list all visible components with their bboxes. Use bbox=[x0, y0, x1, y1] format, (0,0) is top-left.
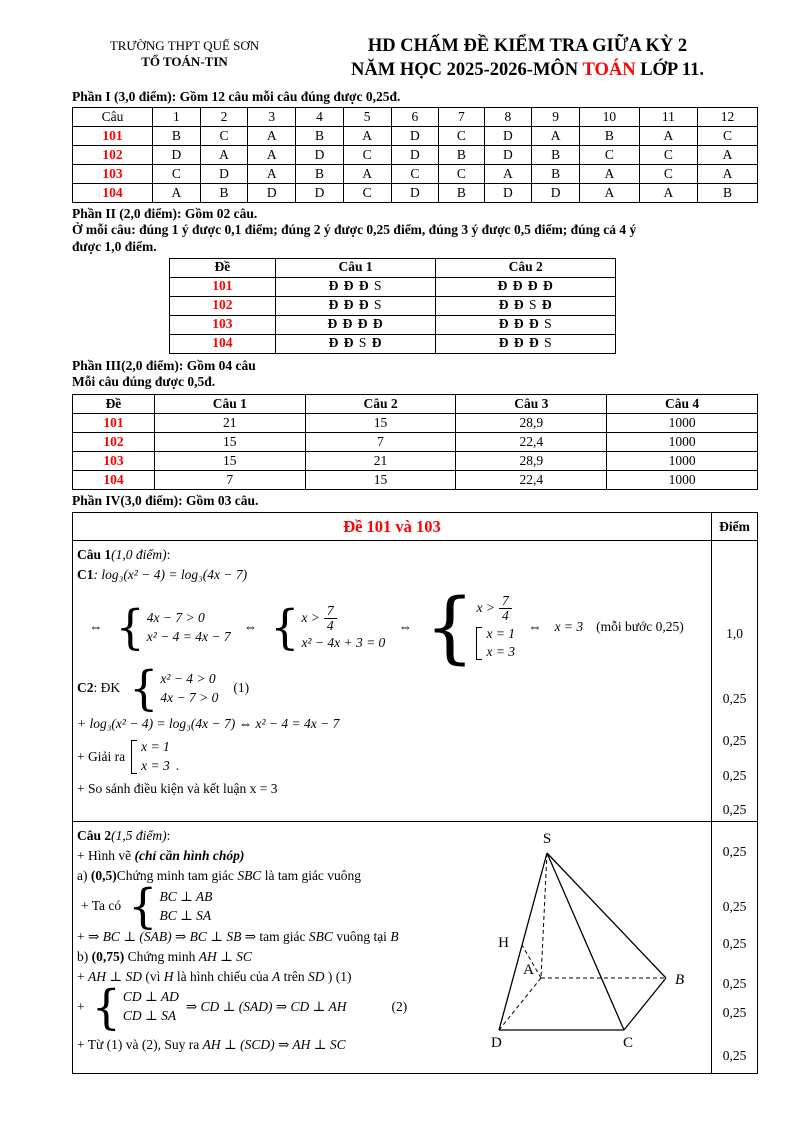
title-line2-post: LỚP 11. bbox=[635, 60, 704, 81]
cell: D bbox=[200, 165, 248, 184]
c2-label: C2 bbox=[77, 680, 94, 696]
cell: 7 bbox=[154, 471, 305, 490]
seg: trên bbox=[280, 968, 309, 984]
table-row bbox=[73, 822, 758, 1074]
cell: D bbox=[391, 184, 439, 203]
col-header: Câu 4 bbox=[607, 395, 758, 414]
cell: A bbox=[579, 165, 639, 184]
seg-math: SBC bbox=[308, 929, 333, 945]
part1-answer-table bbox=[72, 107, 758, 203]
cell: 21 bbox=[305, 452, 456, 471]
exam-code: 104 bbox=[170, 334, 276, 353]
case-line: x² − 4x + 3 = 0 bbox=[301, 634, 386, 650]
cell: D bbox=[484, 184, 532, 203]
brace-icon: { bbox=[129, 660, 159, 716]
iff-symbol: ⇔ bbox=[398, 619, 412, 635]
document-title bbox=[297, 34, 758, 82]
pyramid-dashed-edges bbox=[499, 853, 666, 1030]
cell: B bbox=[579, 127, 639, 146]
solution-table-title: Đề 101 và 103 bbox=[73, 513, 712, 541]
table-row bbox=[73, 395, 758, 414]
case-line: x > bbox=[476, 600, 495, 616]
equivalence-chain bbox=[89, 582, 707, 673]
c1-label: C1 bbox=[77, 567, 94, 583]
col-header: 2 bbox=[200, 108, 248, 127]
fraction-numerator: 7 bbox=[324, 604, 337, 619]
equation-tag: (1) bbox=[233, 680, 250, 696]
case-line: x = 3 bbox=[486, 644, 516, 660]
exam-code: 101 bbox=[170, 277, 276, 296]
table-row bbox=[73, 414, 758, 433]
part2-answer-table bbox=[169, 258, 616, 354]
col-header: Câu 1 bbox=[154, 395, 305, 414]
exam-code: 103 bbox=[73, 165, 153, 184]
department-name: TỔ TOÁN-TIN bbox=[141, 54, 228, 70]
cau1-points-cell bbox=[712, 541, 758, 822]
cell: 22,4 bbox=[456, 433, 607, 452]
seg-math: A bbox=[272, 968, 281, 984]
perp-cases bbox=[128, 878, 213, 934]
cell: B bbox=[439, 146, 484, 165]
vertex-label-h: H bbox=[498, 935, 509, 952]
col-header: Câu 1 bbox=[275, 258, 436, 277]
cau1-title bbox=[77, 547, 707, 564]
cell: B bbox=[532, 165, 580, 184]
table-row bbox=[73, 433, 758, 452]
col-header: 10 bbox=[579, 108, 639, 127]
cell: A bbox=[484, 165, 532, 184]
iff-symbol: ⇔ bbox=[528, 619, 542, 635]
fraction-denominator: 4 bbox=[326, 617, 334, 633]
cell: A bbox=[200, 146, 248, 165]
condition-cases bbox=[129, 660, 219, 716]
table-row bbox=[73, 108, 758, 127]
score-value: 0,25 bbox=[722, 691, 747, 707]
conclusion-line: + So sánh điều kiện và kết luận x = 3 bbox=[77, 780, 278, 796]
score-value: 0,25 bbox=[722, 1048, 747, 1064]
cell: A bbox=[248, 127, 296, 146]
case-block-2 bbox=[270, 599, 386, 655]
col-header: 3 bbox=[248, 108, 296, 127]
cell: A bbox=[639, 127, 697, 146]
cell: 15 bbox=[154, 433, 305, 452]
cell: B bbox=[698, 184, 758, 203]
cell: A bbox=[579, 184, 639, 203]
case-line: x² − 4 = 4x − 7 bbox=[146, 628, 231, 644]
cau2-title-points: (1,5 điểm) bbox=[111, 828, 167, 844]
cell: 1000 bbox=[607, 414, 758, 433]
table-row bbox=[73, 452, 758, 471]
seg: (vì bbox=[141, 968, 164, 984]
score-value: 0,25 bbox=[722, 844, 747, 860]
score-value: 0,25 bbox=[722, 802, 747, 818]
col-header: Câu 2 bbox=[436, 258, 616, 277]
cell: B bbox=[439, 184, 484, 203]
cell: B bbox=[200, 184, 248, 203]
col-header: 4 bbox=[296, 108, 344, 127]
part2-note-line2: được 1,0 điểm. bbox=[72, 238, 157, 254]
cell: Đ Đ Đ Đ bbox=[436, 277, 616, 296]
col-header: 7 bbox=[439, 108, 484, 127]
cell: C bbox=[343, 146, 391, 165]
cell: 7 bbox=[305, 433, 456, 452]
fraction-denominator: 4 bbox=[501, 608, 509, 624]
seg: ⇒ tam giác bbox=[241, 929, 309, 945]
cell: A bbox=[248, 146, 296, 165]
part3-answer-table bbox=[72, 394, 758, 490]
table-row bbox=[73, 471, 758, 490]
cell: 22,4 bbox=[456, 471, 607, 490]
case-line: x = 3 bbox=[141, 758, 170, 774]
part3-note: Mỗi câu đúng được 0,5đ. bbox=[72, 374, 216, 390]
exam-code: 103 bbox=[73, 452, 155, 471]
seg: là hình chiếu của bbox=[173, 968, 273, 984]
brace-icon: { bbox=[128, 878, 158, 934]
seg-math: B bbox=[390, 929, 399, 945]
score-value: 0,25 bbox=[722, 733, 747, 749]
cell: Đ Đ Đ S bbox=[436, 315, 616, 334]
document-header bbox=[72, 34, 758, 82]
result-value: x = 3 bbox=[554, 619, 584, 635]
col-header: Câu 3 bbox=[456, 395, 607, 414]
table-row bbox=[73, 165, 758, 184]
cell: D bbox=[153, 146, 201, 165]
cell: D bbox=[484, 127, 532, 146]
cell: Đ Đ Đ S bbox=[436, 334, 616, 353]
cau2-title-colon: : bbox=[166, 828, 171, 844]
case-line: 4x − 7 > 0 bbox=[146, 609, 205, 625]
solution-bracket bbox=[131, 739, 170, 775]
vertex-label-b: B bbox=[675, 972, 685, 989]
cell: D bbox=[248, 184, 296, 203]
case-line: x > bbox=[301, 609, 320, 625]
case-line: 4x − 7 > 0 bbox=[160, 689, 219, 705]
subject-name: TOÁN bbox=[582, 60, 636, 81]
seg-math: SD bbox=[308, 968, 325, 984]
vertex-label-d: D bbox=[491, 1035, 502, 1052]
fraction bbox=[499, 594, 512, 623]
cell: C bbox=[639, 146, 697, 165]
cell: Đ Đ Đ S bbox=[275, 277, 436, 296]
score-value: 0,25 bbox=[722, 976, 747, 992]
part1-heading: Phần I (3,0 điểm): Gồm 12 câu mỗi câu đúng được 0,25đ. bbox=[72, 89, 401, 105]
seg: + bbox=[77, 968, 88, 984]
seg: + ⇒ bbox=[77, 929, 103, 945]
table-row bbox=[73, 127, 758, 146]
cau1-title-points: (1,0 điểm) bbox=[111, 547, 167, 563]
seg: + Từ (1) và (2), Suy ra bbox=[77, 1036, 203, 1052]
case-line: x = 1 bbox=[141, 739, 170, 755]
title-line2-pre: NĂM HỌC 2025-2026-MÔN bbox=[351, 60, 583, 81]
brace-icon: { bbox=[270, 599, 300, 655]
table-row bbox=[73, 513, 758, 541]
period: . bbox=[175, 758, 180, 774]
seg-math: AH ⊥ (SCD) ⇒ AH ⊥ SC bbox=[202, 1036, 346, 1052]
score-value: 0,25 bbox=[722, 1005, 747, 1021]
part-a-text: Chứng minh tam giác bbox=[116, 868, 238, 884]
case-line: CD ⊥ AD bbox=[122, 989, 179, 1005]
cell: Đ Đ S Đ bbox=[275, 334, 436, 353]
school-name: TRƯỜNG THPT QUẾ SƠN bbox=[109, 38, 260, 53]
col-header: 9 bbox=[532, 108, 580, 127]
solution-bracket bbox=[476, 626, 515, 662]
table-row bbox=[170, 277, 616, 296]
cell: B bbox=[296, 127, 344, 146]
part-b-points: (0,75) bbox=[91, 949, 125, 964]
cell: C bbox=[639, 165, 697, 184]
doc-title-line2 bbox=[297, 58, 758, 82]
col-header: Đề bbox=[73, 395, 155, 414]
fraction-numerator: 7 bbox=[499, 594, 512, 609]
cell: 1000 bbox=[607, 433, 758, 452]
cell: A bbox=[698, 165, 758, 184]
vertex-label-c: C bbox=[623, 1035, 634, 1052]
score-value: 1,0 bbox=[726, 626, 743, 642]
part4-solution-table bbox=[72, 512, 758, 1074]
cell: B bbox=[296, 165, 344, 184]
cau1-title-label: Câu 1 bbox=[77, 547, 112, 563]
exam-code: 101 bbox=[73, 127, 153, 146]
cell: A bbox=[248, 165, 296, 184]
seg: ) (1) bbox=[324, 968, 352, 984]
col-header: 12 bbox=[698, 108, 758, 127]
triangle-name: SBC bbox=[237, 868, 262, 884]
cell: A bbox=[532, 127, 580, 146]
col-header: 1 bbox=[153, 108, 201, 127]
case-block-3 bbox=[424, 582, 516, 673]
cell: C bbox=[439, 127, 484, 146]
table-row bbox=[170, 296, 616, 315]
table-row bbox=[73, 184, 758, 203]
seg-math: AH ⊥ SD bbox=[88, 968, 142, 984]
cell: 28,9 bbox=[456, 414, 607, 433]
vertex-label-a: A bbox=[523, 962, 534, 979]
part2-heading: Phần II (2,0 điểm): Gồm 02 câu. bbox=[72, 206, 258, 222]
part-a-text2: là tam giác vuông bbox=[261, 868, 362, 884]
case-line: BC ⊥ SA bbox=[159, 907, 212, 923]
exam-code: 102 bbox=[73, 146, 153, 165]
table-row bbox=[170, 334, 616, 353]
cell: D bbox=[391, 127, 439, 146]
brace-icon: { bbox=[424, 582, 475, 673]
col-header: 11 bbox=[639, 108, 697, 127]
part2-note-line1: Ở mỗi câu: đúng 1 ý được 0,1 điểm; đúng 2 ý được 0,25 điểm, đúng 3 ý được 0,5 điểm; đúng cả 4 ý bbox=[72, 222, 637, 238]
cell: C bbox=[439, 165, 484, 184]
cell: C bbox=[391, 165, 439, 184]
seg: + bbox=[77, 998, 85, 1014]
part-b-math: AH ⊥ SC bbox=[198, 949, 252, 964]
cell: 21 bbox=[154, 414, 305, 433]
doc-title-line1: HD CHẤM ĐỀ KIỂM TRA GIỮA KỲ 2 bbox=[367, 36, 688, 56]
case-line: CD ⊥ SA bbox=[122, 1008, 177, 1024]
col-header: Đề bbox=[170, 258, 276, 277]
exam-code: 102 bbox=[73, 433, 155, 452]
c1-equation-line bbox=[77, 567, 707, 584]
cell: D bbox=[391, 146, 439, 165]
cell: C bbox=[200, 127, 248, 146]
cell: Đ Đ S Đ bbox=[436, 296, 616, 315]
case-line: BC ⊥ AB bbox=[159, 888, 213, 904]
case-line: x = 1 bbox=[486, 625, 516, 641]
taco-label: + Ta có bbox=[81, 898, 122, 914]
cell: C bbox=[698, 127, 758, 146]
vertex-label-s: S bbox=[542, 831, 552, 848]
exam-code: 103 bbox=[170, 315, 276, 334]
iff-symbol: ⇔ bbox=[89, 619, 103, 635]
cell: D bbox=[532, 184, 580, 203]
part-b-label: b) bbox=[77, 949, 92, 964]
cell: A bbox=[343, 127, 391, 146]
school-block bbox=[72, 34, 297, 82]
col-header: Câu 2 bbox=[305, 395, 456, 414]
seg: vuông tại bbox=[332, 929, 391, 945]
cell: 15 bbox=[305, 414, 456, 433]
seg-math: BC ⊥ (SAB) ⇒ BC ⊥ SB bbox=[102, 929, 242, 945]
exam-code: 101 bbox=[73, 414, 155, 433]
cell: C bbox=[153, 165, 201, 184]
cell: Đ Đ Đ Đ bbox=[275, 315, 436, 334]
points-column-header: Điểm bbox=[712, 513, 758, 541]
pyramid-figure bbox=[451, 828, 691, 1053]
cau1-solution bbox=[73, 541, 712, 822]
cell: 1000 bbox=[607, 471, 758, 490]
col-header: Câu bbox=[73, 108, 153, 127]
part-a-label: a) bbox=[77, 868, 91, 884]
cell: D bbox=[296, 184, 344, 203]
c1-equation: : log₃(x² − 4) = log₃(4x − 7) bbox=[93, 567, 248, 583]
cell: A bbox=[698, 146, 758, 165]
cell: 15 bbox=[305, 471, 456, 490]
cell: A bbox=[639, 184, 697, 203]
score-value: 0,25 bbox=[722, 768, 747, 784]
cell: 15 bbox=[154, 452, 305, 471]
cau2-points-cell bbox=[712, 822, 758, 1074]
cell: 28,9 bbox=[456, 452, 607, 471]
part-b-text: Chứng minh bbox=[124, 949, 199, 964]
table-row bbox=[170, 258, 616, 277]
table-row bbox=[73, 541, 758, 822]
seg-math: ⇒ CD ⊥ (SAD) ⇒ CD ⊥ AH bbox=[185, 998, 347, 1014]
perp-cases bbox=[91, 979, 179, 1035]
cell: A bbox=[343, 165, 391, 184]
cell: 1000 bbox=[607, 452, 758, 471]
case-line: x² − 4 > 0 bbox=[160, 670, 216, 686]
figure-note-bold: (chỉ cần hình chóp) bbox=[134, 848, 245, 864]
exam-code: 102 bbox=[170, 296, 276, 315]
cau2-solution bbox=[73, 822, 712, 1074]
col-header: 8 bbox=[484, 108, 532, 127]
table-row bbox=[73, 146, 758, 165]
cell: C bbox=[579, 146, 639, 165]
seg-math: H bbox=[163, 968, 174, 984]
fraction bbox=[324, 604, 337, 633]
exam-code: 104 bbox=[73, 184, 153, 203]
solve-label: + Giải ra bbox=[77, 748, 126, 764]
iff-symbol: ⇔ bbox=[243, 619, 258, 635]
cell: D bbox=[296, 146, 344, 165]
part3-heading: Phần III(2,0 điểm): Gồm 04 câu bbox=[72, 357, 256, 373]
cell: B bbox=[532, 146, 580, 165]
cell: Đ Đ Đ S bbox=[275, 296, 436, 315]
pyramid-solid-edges bbox=[499, 853, 666, 1030]
equation-tag: (2) bbox=[391, 998, 408, 1014]
exam-code: 104 bbox=[73, 471, 155, 490]
cau1-title-colon: : bbox=[166, 547, 171, 563]
cell: D bbox=[484, 146, 532, 165]
cell: B bbox=[153, 127, 201, 146]
case-block-1 bbox=[115, 599, 231, 655]
col-header: 6 bbox=[391, 108, 439, 127]
score-value: 0,25 bbox=[722, 899, 747, 915]
col-header: 5 bbox=[343, 108, 391, 127]
cell: A bbox=[153, 184, 201, 203]
part-a-points: (0,5) bbox=[90, 868, 117, 884]
table-row bbox=[170, 315, 616, 334]
brace-icon: { bbox=[91, 979, 121, 1035]
c2-dk: : ĐK bbox=[93, 680, 121, 696]
figure-note-pre: + Hình vẽ bbox=[77, 848, 135, 864]
log-equation-line: + log₃(x² − 4) = log₃(4x − 7) ⇔ x² − 4 = 4x − 7 bbox=[77, 716, 340, 732]
step-note: (mỗi bước 0,25) bbox=[596, 619, 684, 635]
score-value: 0,25 bbox=[722, 936, 747, 952]
cell: C bbox=[343, 184, 391, 203]
solve-line bbox=[77, 739, 707, 775]
cau2-title-label: Câu 2 bbox=[77, 828, 112, 844]
brace-icon: { bbox=[115, 599, 145, 655]
c2-condition-line bbox=[77, 660, 707, 716]
part4-heading: Phần IV(3,0 điểm): Gồm 03 câu. bbox=[72, 493, 259, 509]
